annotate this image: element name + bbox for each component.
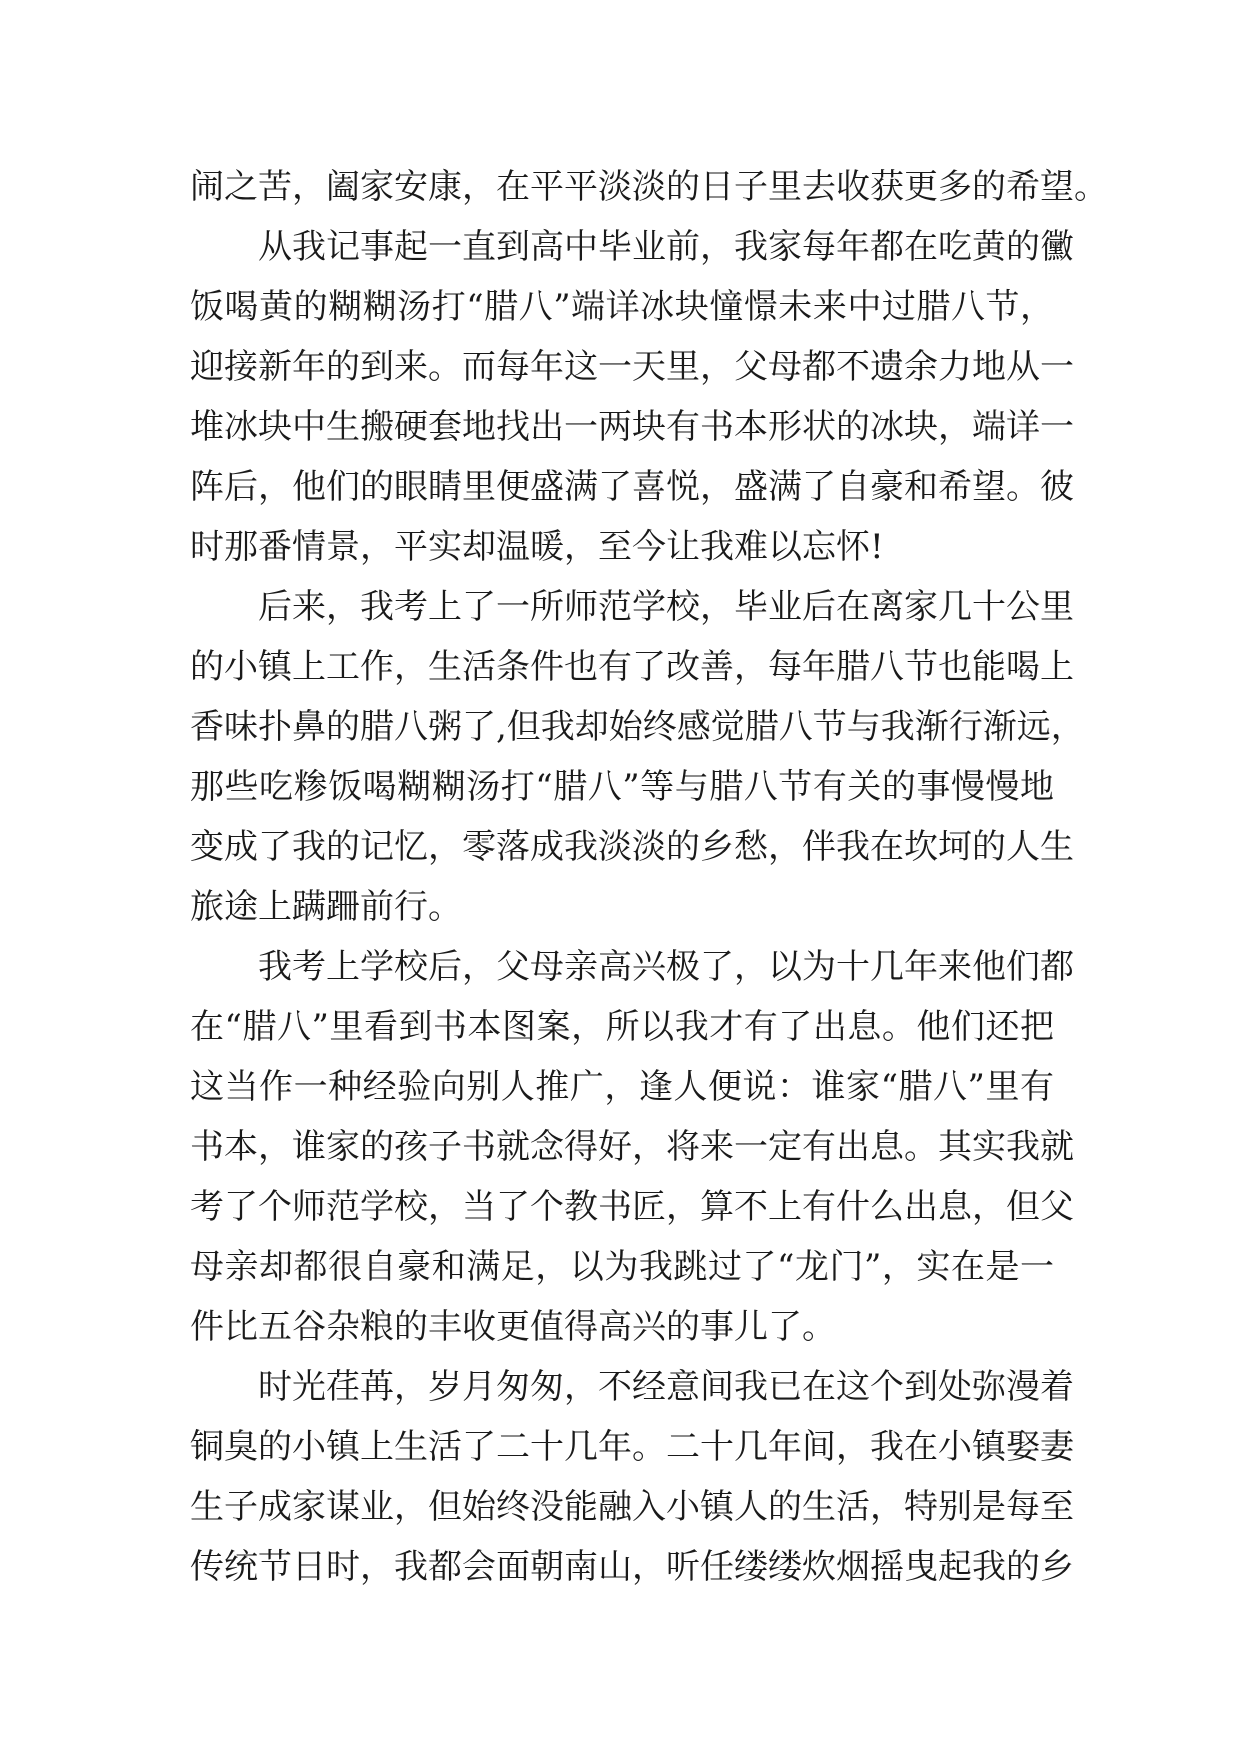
text-line: 考了个师范学校，当了个教书匠，算不上有什么出息，但父	[190, 1187, 1074, 1227]
text-line: 铜臭的小镇上生活了二十几年。二十几年间，我在小镇娶妻	[190, 1427, 1074, 1467]
text-line: 传统节日时，我都会面朝南山，听任缕缕炊烟摇曳起我的乡	[190, 1547, 1074, 1587]
text-line: 时那番情景，平实却温暖，至今让我难以忘怀!	[190, 527, 884, 567]
text-line: 我考上学校后，父母亲高兴极了，以为十几年来他们都	[258, 947, 1074, 987]
text-line: 的小镇上工作，生活条件也有了改善，每年腊八节也能喝上	[190, 647, 1074, 687]
text-line: 那些吃糁饭喝糊糊汤打“腊八”等与腊八节有关的事慢慢地	[190, 767, 1054, 807]
text-line: 从我记事起一直到高中毕业前，我家每年都在吃黄的黴	[258, 227, 1074, 267]
text-line: 件比五谷杂粮的丰收更值得高兴的事儿了。	[190, 1307, 836, 1347]
text-line: 书本，谁家的孩子书就念得好，将来一定有出息。其实我就	[190, 1127, 1074, 1167]
text-line: 在“腊八”里看到书本图案，所以我才有了出息。他们还把	[190, 1007, 1054, 1047]
text-line: 后来，我考上了一所师范学校，毕业后在离家几十公里	[258, 587, 1074, 627]
text-line: 迎接新年的到来。而每年这一天里，父母都不遗余力地从一	[190, 347, 1074, 387]
text-line: 闹之苦，阖家安康，在平平淡淡的日子里去收获更多的希望。	[190, 167, 1108, 207]
text-line: 母亲却都很自豪和满足，以为我跳过了“龙门”，实在是一	[190, 1247, 1054, 1287]
text-line: 旅途上蹒跚前行。	[190, 887, 462, 927]
text-line: 饭喝黄的糊糊汤打“腊八”端详冰块憧憬未来中过腊八节，	[190, 287, 1054, 327]
body-text	[190, 157, 1108, 1597]
text-line: 香味扑鼻的腊八粥了,但我却始终感觉腊八节与我渐行渐远，	[190, 707, 1085, 747]
text-line: 时光荏苒，岁月匆匆，不经意间我已在这个到处弥漫着	[258, 1367, 1074, 1407]
text-line: 堆冰块中生搬硬套地找出一两块有书本形状的冰块，端详一	[190, 407, 1074, 447]
text-line: 变成了我的记忆，零落成我淡淡的乡愁，伴我在坎坷的人生	[190, 827, 1074, 867]
text-line: 生子成家谋业，但始终没能融入小镇人的生活，特别是每至	[190, 1487, 1074, 1527]
text-line: 阵后，他们的眼睛里便盛满了喜悦，盛满了自豪和希望。彼	[190, 467, 1074, 507]
text-line: 这当作一种经验向别人推广，逢人便说：谁家“腊八”里有	[190, 1067, 1054, 1107]
